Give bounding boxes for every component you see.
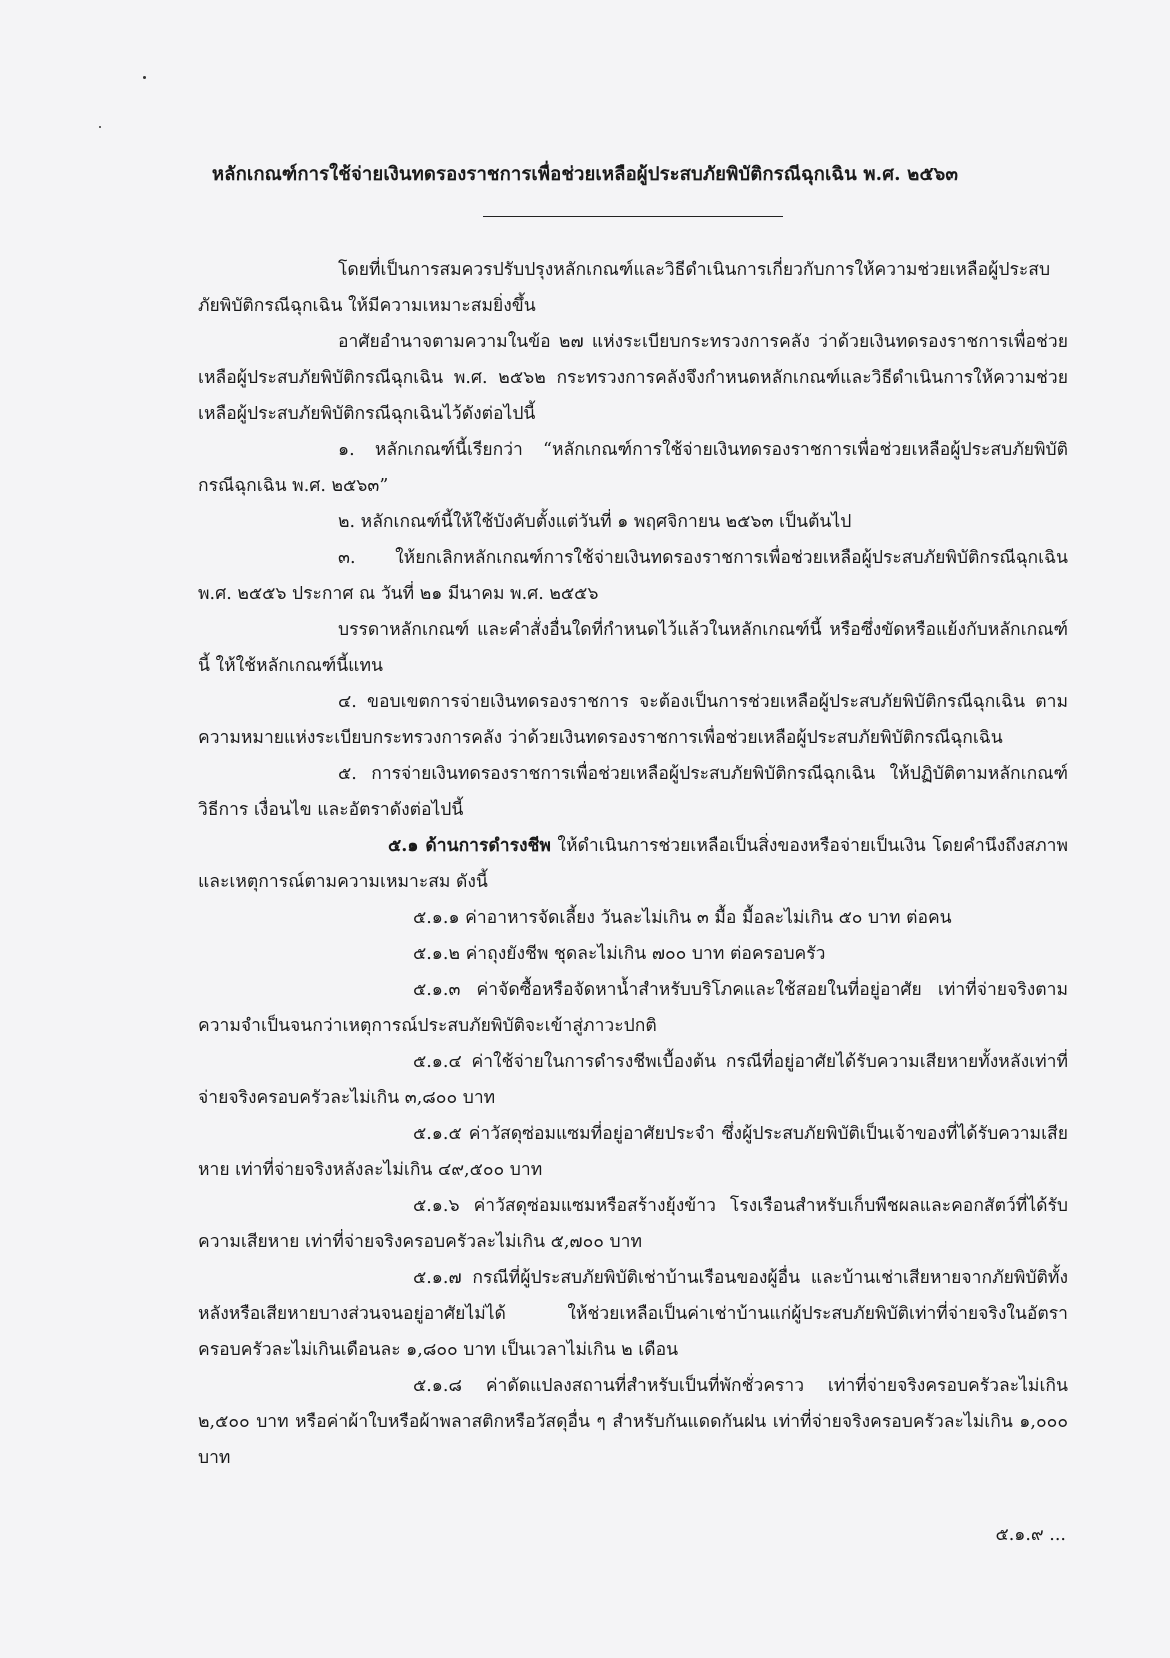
section-heading: ๕.๑ ด้านการดำรงชีพ [388,836,551,856]
paragraph-text: ๕.๑.๖ ค่าวัสดุซ่อมแซมหรือสร้างยุ้งข้าว โรงเรือนสำหรับเก็บพืชผลและคอกสัตว์ที่ได้รับความเสียหาย เท่าที่จ่ายจริงครอบครัวละไม่เกิน ๕,๗๐๐ บาท [198,1196,1068,1252]
paragraph [198,1368,1068,1476]
paragraph-text: ๕.๑.๘ ค่าดัดแปลงสถานที่สำหรับเป็นที่พักชั่วคราว เท่าที่จ่ายจริงครอบครัวละไม่เกิน ๒,๕๐๐ บาท หรือค่าผ้าใบหรือผ้าพลาสติกหรือวัสดุอื่น ๆ สำหรับกันแดดกันฝน เท่าที่จ่ายจริงครอบครัวละไม่เกิน ๑,๐๐๐ บาท [198,1376,1068,1468]
paragraph-text: ๕. การจ่ายเงินทดรองราชการเพื่อช่วยเหลือผู้ประสบภัยพิบัติกรณีฉุกเฉิน ให้ปฏิบัติตามหลักเกณฑ์ วิธีการ เงื่อนไข และอัตราดังต่อไปนี้ [198,764,1068,820]
paragraph [198,828,1068,900]
paragraph-text: ๕.๑.๔ ค่าใช้จ่ายในการดำรงชีพเบื้องต้น กรณีที่อยู่อาศัยได้รับความเสียหายทั้งหลังเท่าที่จ่ายจริงครอบครัวละไม่เกิน ๓,๘๐๐ บาท [198,1052,1068,1108]
page-continuation: ๕.๑.๙ ... [995,1525,1066,1545]
paragraph [198,432,1068,504]
paragraph [198,1116,1068,1188]
paragraph [198,972,1068,1044]
document-title: หลักเกณฑ์การใช้จ่ายเงินทดรองราชการเพื่อช่วยเหลือผู้ประสบภัยพิบัติกรณีฉุกเฉิน พ.ศ. ๒๕๖๓ [211,164,959,185]
paragraph [198,324,1068,432]
paragraph [198,684,1068,756]
scan-speck [99,126,101,128]
paragraph [198,252,1068,324]
paragraph [198,936,1068,972]
paragraph [198,504,1068,540]
paragraph-text: ๔. ขอบเขตการจ่ายเงินทดรองราชการ จะต้องเป็นการช่วยเหลือผู้ประสบภัยพิบัติกรณีฉุกเฉิน ตามความหมายแห่งระเบียบกระทรวงการคลัง ว่าด้วยเงินทดรองราชการเพื่อช่วยเหลือผู้ประสบภัยพิบัติกรณีฉุกเฉิน [198,692,1068,748]
paragraph [198,1044,1068,1116]
paragraph-text: ให้ดำเนินการช่วยเหลือเป็นสิ่งของหรือจ่ายเป็นเงิน โดยคำนึงถึงสภาพและเหตุการณ์ตามความเหมาะสม ดังนี้ [198,836,1068,892]
document-body [198,252,1068,1476]
scan-speck [143,76,146,79]
paragraph [198,756,1068,828]
paragraph [198,1188,1068,1260]
paragraph-text: ๕.๑.๓ ค่าจัดซื้อหรือจัดหาน้ำสำหรับบริโภคและใช้สอยในที่อยู่อาศัย เท่าที่จ่ายจริงตามความจำเป็นจนกว่าเหตุการณ์ประสบภัยพิบัติจะเข้าสู่ภาวะปกติ [198,980,1068,1036]
paragraph-text: ๕.๑.๒ ค่าถุงยังชีพ ชุดละไม่เกิน ๗๐๐ บาท ต่อครอบครัว [413,944,826,964]
paragraph-text: ๓. ให้ยกเลิกหลักเกณฑ์การใช้จ่ายเงินทดรองราชการเพื่อช่วยเหลือผู้ประสบภัยพิบัติกรณีฉุกเฉิน พ.ศ. ๒๕๕๖ ประกาศ ณ วันที่ ๒๑ มีนาคม พ.ศ. ๒๕๕๖ [198,548,1068,604]
paragraph-text: ๕.๑.๕ ค่าวัสดุซ่อมแซมที่อยู่อาศัยประจำ ซึ่งผู้ประสบภัยพิบัติเป็นเจ้าของที่ได้รับความเสียหาย เท่าที่จ่ายจริงหลังละไม่เกิน ๔๙,๕๐๐ บาท [198,1124,1068,1180]
paragraph [198,1260,1068,1368]
paragraph [198,900,1068,936]
title-underline [483,216,783,217]
paragraph-text: ๑. หลักเกณฑ์นี้เรียกว่า “หลักเกณฑ์การใช้จ่ายเงินทดรองราชการเพื่อช่วยเหลือผู้ประสบภัยพิบัติกรณีฉุกเฉิน พ.ศ. ๒๕๖๓” [198,440,1068,496]
paragraph-text: โดยที่เป็นการสมควรปรับปรุงหลักเกณฑ์และวิธีดำเนินการเกี่ยวกับการให้ความช่วยเหลือผู้ประสบภัยพิบัติกรณีฉุกเฉิน ให้มีความเหมาะสมยิ่งขึ้น [198,260,1051,316]
paragraph-text: ๕.๑.๗ กรณีที่ผู้ประสบภัยพิบัติเช่าบ้านเรือนของผู้อื่น และบ้านเช่าเสียหายจากภัยพิบัติทั้งหลังหรือเสียหายบางส่วนจนอยู่อาศัยไม่ได้ ให้ช่วยเหลือเป็นค่าเช่าบ้านแก่ผู้ประสบภัยพิบัติเท่าที่จ่ายจริงในอัตราครอบครัวละไม่เกินเดือนละ ๑,๘๐๐ บาท เป็นเวลาไม่เกิน ๒ เดือน [198,1268,1068,1360]
paragraph-text: บรรดาหลักเกณฑ์ และคำสั่งอื่นใดที่กำหนดไว้แล้วในหลักเกณฑ์นี้ หรือซึ่งขัดหรือแย้งกับหลักเกณฑ์นี้ ให้ใช้หลักเกณฑ์นี้แทน [198,620,1068,676]
paragraph [198,540,1068,612]
paragraph-text: ๒. หลักเกณฑ์นี้ให้ใช้บังคับตั้งแต่วันที่ ๑ พฤศจิกายน ๒๕๖๓ เป็นต้นไป [338,512,852,532]
paragraph [198,612,1068,684]
paragraph-text: อาศัยอำนาจตามความในข้อ ๒๗ แห่งระเบียบกระทรวงการคลัง ว่าด้วยเงินทดรองราชการเพื่อช่วยเหลือผู้ประสบภัยพิบัติกรณีฉุกเฉิน พ.ศ. ๒๕๖๒ กระทรวงการคลังจึงกำหนดหลักเกณฑ์และวิธีดำเนินการให้ความช่วยเหลือผู้ประสบภัยพิบัติกรณีฉุกเฉินไว้ดังต่อไปนี้ [198,332,1068,424]
paragraph-text: ๕.๑.๑ ค่าอาหารจัดเลี้ยง วันละไม่เกิน ๓ มื้อ มื้อละไม่เกิน ๕๐ บาท ต่อคน [413,908,952,928]
